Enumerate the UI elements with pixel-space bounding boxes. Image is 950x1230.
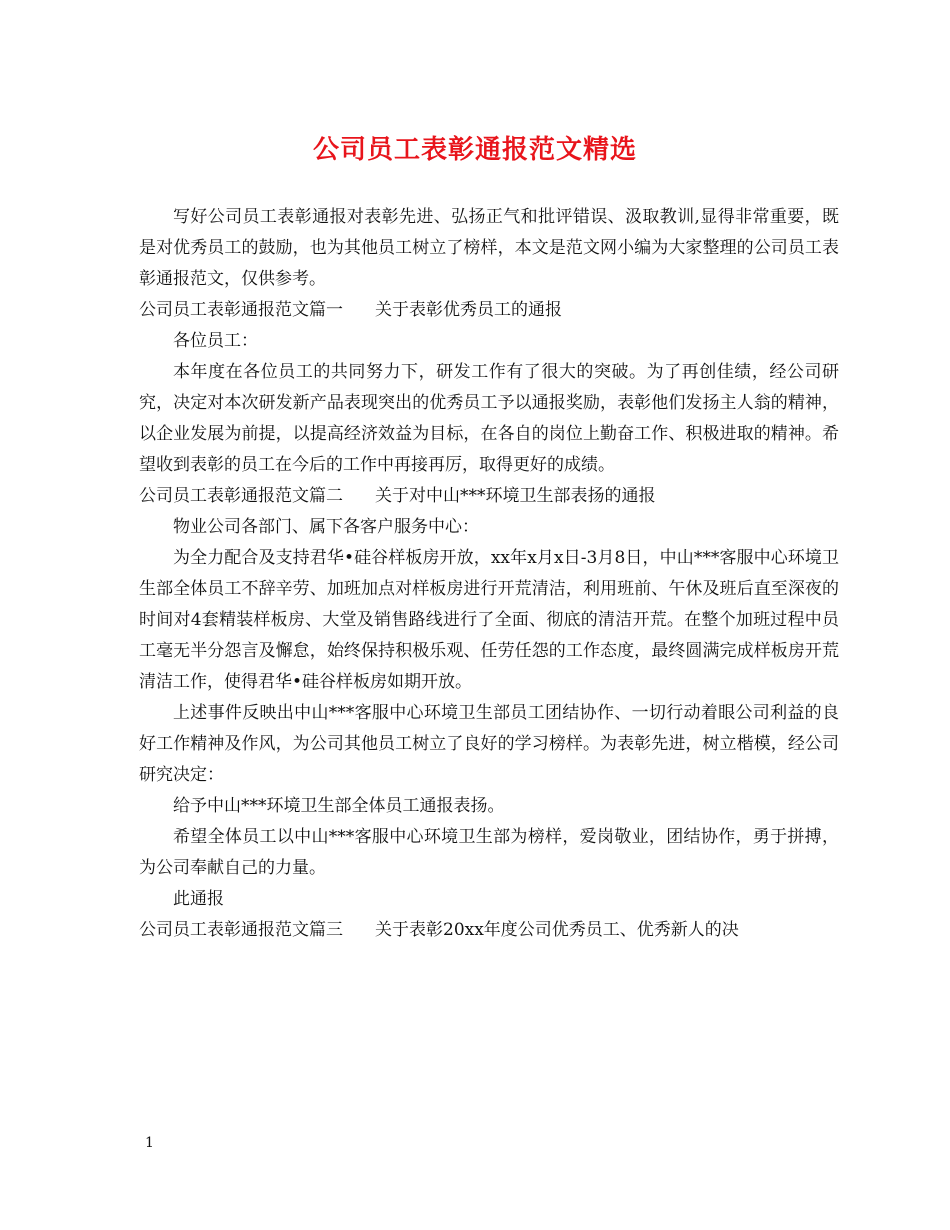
body-paragraph: 给予中山***环境卫生部全体员工通报表扬。	[173, 796, 505, 816]
page-number: 1	[145, 1135, 154, 1151]
section-heading-1	[139, 295, 839, 326]
body-paragraph: 上述事件反映出中山***客服中心环境卫生部员工团结协作、一切行动着眼公司利益的良好工作精神及作风，为公司其他员工树立了良好的学习榜样。为表彰先进，树立楷模，经公司研究决定：	[139, 703, 839, 785]
section-heading-subject: 关于表彰20xx年度公司优秀员工、优秀新人的决	[375, 920, 739, 940]
section-heading-3	[139, 915, 839, 946]
section-heading-label: 公司员工表彰通报范文篇二	[139, 486, 343, 506]
document-body	[139, 202, 839, 946]
section-heading-subject: 关于表彰优秀员工的通报	[375, 300, 562, 320]
section-heading-label: 公司员工表彰通报范文篇一	[139, 300, 343, 320]
body-paragraph: 本年度在各位员工的共同努力下，研发工作有了很大的突破。为了再创佳绩，经公司研究，决定对本次研发新产品表现突出的优秀员工予以通报奖励，表彰他们发扬主人翁的精神，以企业发展为前提，以提高经济效益为目标，在各自的岗位上勤奋工作、积极进取的精神。希望收到表彰的员工在今后的工作中再接再厉，取得更好的成绩。	[139, 362, 839, 475]
body-paragraph: 为全力配合及支持君华•硅谷样板房开放，xx年x月x日-3月8日，中山***客服中心环境卫生部全体员工不辞辛劳、加班加点对样板房进行开荒清洁，利用班前、午休及班后直至深夜的时间对4套精装样板房、大堂及销售路线进行了全面、彻底的清洁开荒。在整个加班过程中员工毫无半分怨言及懈怠，始终保持积极乐观、任劳任怨的工作态度，最终圆满完成样板房开荒清洁工作，使得君华•硅谷样板房如期开放。	[139, 548, 839, 692]
salutation-paragraph: 各位员工：	[173, 331, 258, 351]
section-heading-label: 公司员工表彰通报范文篇三	[139, 920, 343, 940]
salutation-paragraph: 物业公司各部门、属下各客户服务中心：	[173, 517, 479, 537]
intro-paragraph: 写好公司员工表彰通报对表彰先进、弘扬正气和批评错误、汲取教训,显得非常重要，既是对优秀员工的鼓励，也为其他员工树立了榜样，本文是范文网小编为大家整理的公司员工表彰通报范文，仅供参考。	[139, 207, 839, 289]
body-paragraph: 希望全体员工以中山***客服中心环境卫生部为榜样，爱岗敬业，团结协作，勇于拼搏，为公司奉献自己的力量。	[139, 827, 839, 878]
document-title: 公司员工表彰通报范文精选	[312, 135, 637, 165]
section-heading-subject: 关于对中山***环境卫生部表扬的通报	[375, 486, 656, 506]
closing-paragraph: 此通报	[173, 889, 224, 909]
section-heading-2	[139, 481, 839, 512]
